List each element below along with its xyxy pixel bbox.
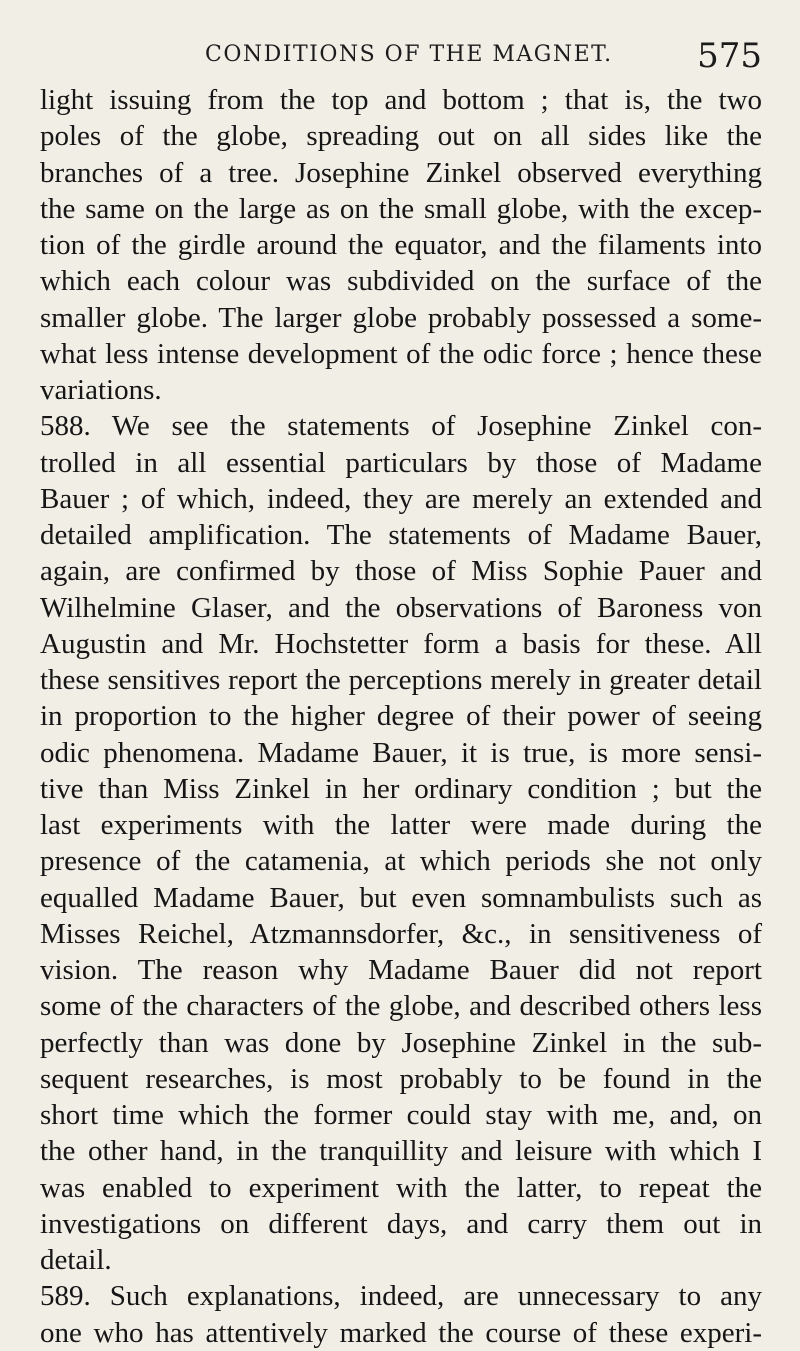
text-line: the same on the large as on the small globe, with the excep- (40, 192, 762, 225)
text-line: sequent researches, is most probably to be found in the (40, 1062, 762, 1095)
text-line: the other hand, in the tranquillity and leisure with which I (40, 1135, 762, 1168)
text-line: vision. The reason why Madame Bauer did not report (40, 954, 762, 986)
text-line: odic phenomena. Madame Bauer, it is true, is more sensi- (40, 736, 762, 769)
text-line-paragraph-end: variations. (40, 374, 162, 406)
text-line-paragraph-588: 588. We see the statements of Josephine Zinkel con- (40, 410, 762, 443)
text-line: Wilhelmine Glaser, and the observations of Baroness von (40, 591, 762, 624)
text-line: what less intense development of the odic force ; hence these (40, 337, 762, 370)
text-line: some of the characters of the globe, and described others less (40, 990, 762, 1023)
text-line-paragraph-589: 589. Such explanations, indeed, are unnecessary to any (40, 1280, 762, 1313)
text-line: tion of the girdle around the equator, and the filaments into (40, 229, 762, 261)
body-text (40, 82, 762, 1351)
text-line: was enabled to experiment with the latter, to repeat the (40, 1171, 762, 1204)
page-number: 575 (697, 36, 762, 76)
text-line: perfectly than was done by Josephine Zinkel in the sub- (40, 1026, 762, 1059)
running-title: CONDITIONS OF THE MAGNET. (205, 42, 613, 67)
text-line: which each colour was subdivided on the surface of the (40, 265, 762, 298)
text-line: light issuing from the top and bottom ; that is, the two (40, 84, 762, 116)
text-line: smaller globe. The larger globe probably possessed a some- (40, 301, 762, 334)
text-line: detailed amplification. The statements of Madame Bauer, (40, 519, 762, 551)
text-line: last experiments with the latter were made during the (40, 809, 762, 841)
text-line: one who has attentively marked the course of these experi- (40, 1316, 762, 1349)
text-line: branches of a tree. Josephine Zinkel observed everything (40, 156, 762, 189)
text-line: these sensitives report the perceptions merely in greater detail (40, 664, 762, 696)
text-line: short time which the former could stay with me, and, on (40, 1099, 762, 1131)
text-line: Misses Reichel, Atzmannsdorfer, &c., in sensitiveness of (40, 917, 762, 950)
text-line: in proportion to the higher degree of their power of seeing (40, 700, 762, 733)
text-line: equalled Madame Bauer, but even somnambulists such as (40, 881, 762, 914)
text-line: investigations on different days, and carry them out in (40, 1207, 762, 1240)
text-line: poles of the globe, spreading out on all sides like the (40, 120, 762, 153)
text-line: trolled in all essential particulars by those of Madame (40, 446, 762, 479)
text-line: tive than Miss Zinkel in her ordinary condition ; but the (40, 772, 762, 805)
text-line-paragraph-end: detail. (40, 1244, 112, 1276)
text-line: again, are confirmed by those of Miss Sophie Pauer and (40, 555, 762, 588)
text-line: Bauer ; of which, indeed, they are merely an extended and (40, 482, 762, 515)
text-line: Augustin and Mr. Hochstetter form a basis for these. All (40, 627, 762, 660)
text-line: presence of the catamenia, at which periods she not only (40, 845, 762, 878)
running-head (40, 36, 762, 82)
